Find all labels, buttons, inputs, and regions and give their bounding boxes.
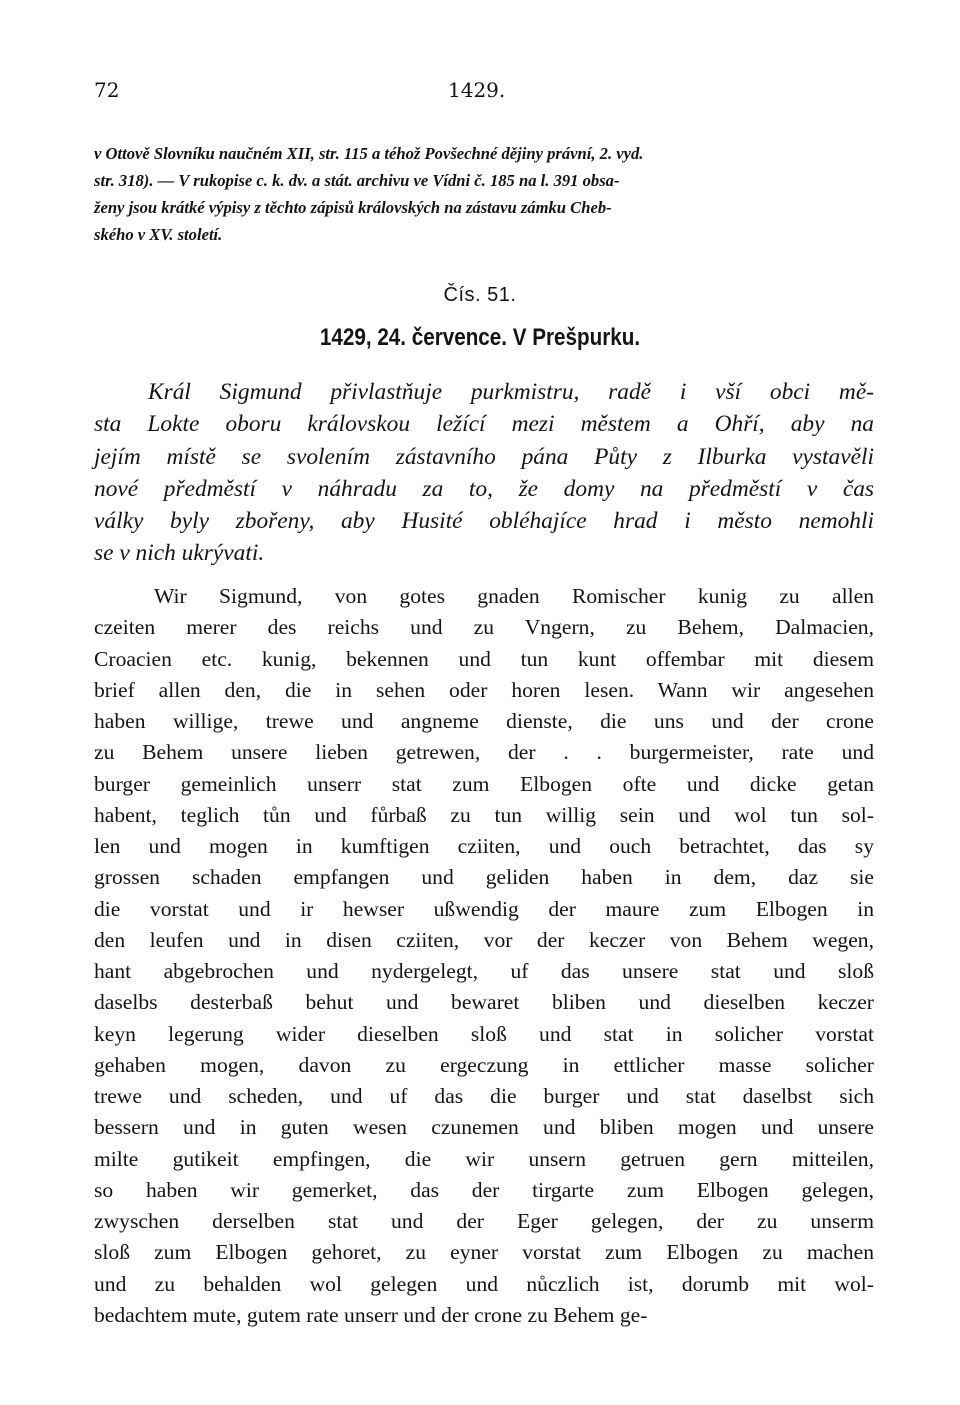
document-heading: 1429, 24. července. V Prešpurku. <box>319 324 641 351</box>
text-line: zwyschen derselben stat und der Eger gelegen, der zu unserm <box>94 1209 874 1233</box>
text-line: hant abgebrochen und nydergelegt, uf das unsere stat und sloß <box>94 959 874 983</box>
text-line: und zu behalden wol gelegen und nůczlich ist, dorumb mit wol- <box>94 1271 874 1296</box>
text-line: len und mogen in kumftigen cziiten, und ouch betrachtet, das sy <box>94 834 874 858</box>
abstract-line: se v nich ukrývati. <box>94 540 265 567</box>
text-line: so haben wir gemerket, das der tirgarte zum Elbogen gelegen, <box>94 1177 874 1202</box>
note-line: ženy jsou krátké výpisy z těchto zápisů královských na zástavu zámku Cheb- <box>94 198 612 217</box>
text-line: den leufen und in disen cziiten, vor der keczer von Behem wegen, <box>94 927 874 952</box>
text-line: burger gemeinlich unserr stat zum Elbogen ofte und dicke getan <box>94 771 874 796</box>
abstract-line: jejím místě se svolením zástavního pána Půty z Ilburka vystavěli <box>94 443 874 470</box>
abstract-line: Král Sigmund přivlastňuje purkmistru, radě i vší obci mě- <box>148 379 874 405</box>
abstract-line: války byly zbořeny, aby Husité obléhajíce hrad i město nemohli <box>94 508 874 535</box>
text-line: zu Behem unsere lieben getrewen, der . . burgermeister, rate und <box>94 740 874 765</box>
page-header <box>94 78 874 108</box>
text-line: haben willige, trewe und angneme dienste, die uns und der crone <box>94 709 874 733</box>
text-line: trewe und scheden, und uf das die burger und stat daselbst sich <box>94 1084 874 1108</box>
note-line: str. 318). — V rukopise c. k. dv. a stát. archivu ve Vídni č. 185 na l. 391 obsa- <box>94 171 620 190</box>
note-line: ského v XV. století. <box>94 225 223 244</box>
running-header-year: 1429. <box>448 78 506 102</box>
text-line: czeiten merer des reichs und zu Vngern, zu Behem, Dalmacien, <box>94 615 874 640</box>
charter-text <box>94 581 874 1331</box>
text-line: gehaben mogen, davon zu ergeczung in ettlicher masse solicher <box>94 1052 874 1077</box>
text-line: milte gutikeit empfingen, die wir unsern getruen gern mitteilen, <box>94 1146 874 1171</box>
regest-abstract <box>94 376 874 570</box>
text-line: bessern und in guten wesen czunemen und bliben mogen und unsere <box>94 1115 874 1140</box>
footnote-continuation <box>94 140 874 248</box>
text-line: daselbs desterbaß behut und bewaret bliben und dieselben keczer <box>94 990 874 1015</box>
text-line: habent, teglich tůn und fůrbaß zu tun willig sein und wol tun sol- <box>94 802 874 827</box>
text-line: brief allen den, die in sehen oder horen lesen. Wann wir angesehen <box>94 677 874 702</box>
text-line: sloß zum Elbogen gehoret, zu eyner vorstat zum Elbogen zu machen <box>94 1240 874 1265</box>
document-number: Čís. 51. <box>443 284 517 306</box>
text-line: bedachtem mute, gutem rate unserr und der crone zu Behem ge- <box>94 1302 648 1327</box>
page-number: 72 <box>94 78 120 102</box>
text-line: grossen schaden empfangen und geliden haben in dem, daz sie <box>94 865 874 890</box>
text-line: Croacien etc. kunig, bekennen und tun kunt offembar mit diesem <box>94 646 874 671</box>
text-line: Wir Sigmund, von gotes gnaden Romischer kunig zu allen <box>154 584 874 608</box>
note-line: v Ottově Slovníku naučném XII, str. 115 a téhož Povšechné dějiny právní, 2. vyd. <box>94 144 644 163</box>
abstract-line: sta Lokte oboru královskou ležící mezi městem a Ohří, aby na <box>94 411 874 438</box>
text-line: keyn legerung wider dieselben sloß und stat in solicher vorstat <box>94 1021 874 1046</box>
abstract-line: nové předměstí v náhradu za to, že domy na předměstí v čas <box>94 475 874 502</box>
text-line: die vorstat und ir hewser ußwendig der maure zum Elbogen in <box>94 896 874 921</box>
